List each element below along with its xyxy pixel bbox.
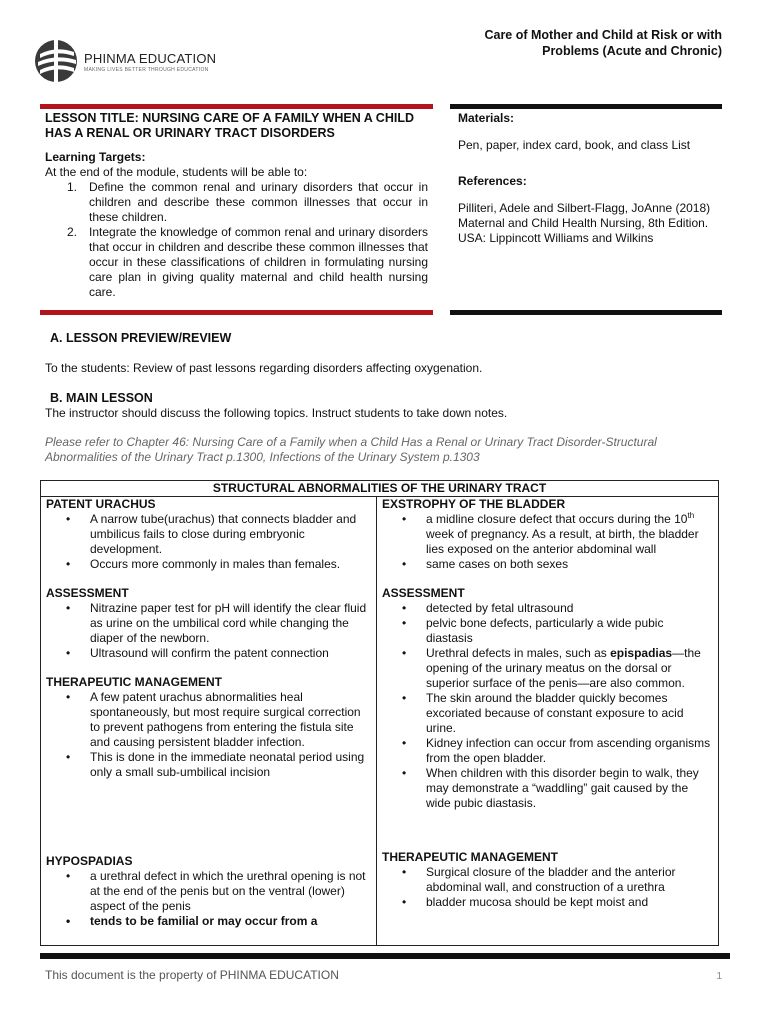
course-title-line1: Care of Mother and Child at Risk or with — [484, 28, 722, 42]
list-item: • bladder mucosa should be kept moist and — [382, 895, 718, 910]
right-bottom-rule — [450, 310, 722, 315]
list-item: • Surgical closure of the bladder and the anterior abdominal wall, and construction of a urethra — [382, 865, 718, 895]
list-item: • Urethral defects in males, such as epispadias—the opening of the urinary meatus on the dorsal or superior surface of the penis—are also common. — [382, 646, 718, 691]
right-top-rule — [450, 104, 722, 109]
learning-targets-intro: At the end of the module, students will be able to: — [45, 165, 308, 179]
chapter-reference-note: Please refer to Chapter 46: Nursing Care of a Family when a Child Has a Renal or Urinary Tract Disorder-Structural Abnormalities of the Urinary Tract p.1300, Infections of the Urinary System p.1303 — [45, 435, 657, 464]
logo-name: PHINMA EDUCATION — [84, 51, 217, 66]
section-a-text: To the students: Review of past lessons regarding disorders affecting oxygenation. — [45, 361, 483, 375]
left-top-rule — [40, 104, 433, 109]
assessment-heading: ASSESSMENT — [46, 586, 129, 600]
list-item: • a midline closure defect that occurs during the 10th week of pregnancy. As a result, at birth, the bladder lies exposed on the anterior abdominal wall — [382, 512, 718, 557]
section-b-heading: B. MAIN LESSON — [50, 391, 153, 405]
list-item: • Kidney infection can occur from ascending organisms from the open bladder. — [382, 736, 718, 766]
list-item: • The skin around the bladder quickly becomes excoriated because of constant exposure to acid urine. — [382, 691, 718, 736]
assessment-list — [46, 601, 376, 661]
therapeutic-management-heading: THERAPEUTIC MANAGEMENT — [46, 675, 222, 689]
phinma-logo — [34, 34, 244, 90]
assessment-list-right — [382, 601, 718, 811]
materials-panel — [458, 111, 728, 246]
materials-text: Pen, paper, index card, book, and class List — [458, 138, 691, 152]
lesson-info — [45, 111, 428, 300]
left-cell — [41, 497, 377, 946]
assessment-heading-right: ASSESSMENT — [382, 586, 465, 600]
structural-abnormalities-table — [40, 480, 719, 946]
page-number: 1 — [716, 971, 722, 982]
list-item: • This is done in the immediate neonatal period using only a small sub-umbilical incision — [46, 750, 376, 780]
exstrophy-list — [382, 512, 718, 572]
list-item: • same cases on both sexes — [382, 557, 718, 572]
hypospadias-heading: HYPOSPADIAS — [46, 854, 133, 868]
list-item: • A few patent urachus abnormalities heal spontaneously, but most require surgical correction to prevent pathogens from entering the fistula site and causing persistent bladder infection. — [46, 690, 376, 750]
right-cell — [377, 497, 719, 946]
patent-urachus-list — [46, 512, 376, 572]
list-item: • Occurs more commonly in males than females. — [46, 557, 376, 572]
footer-text: This document is the property of PHINMA EDUCATION — [45, 968, 339, 982]
left-bottom-rule — [40, 310, 433, 315]
learning-targets-heading: Learning Targets: — [45, 150, 146, 164]
list-item: • Ultrasound will confirm the patent connection — [46, 646, 376, 661]
exstrophy-heading: EXSTROPHY OF THE BLADDER — [382, 497, 566, 511]
section-b-text: The instructor should discuss the following topics. Instruct students to take down notes. — [45, 406, 508, 420]
list-item: • A narrow tube(urachus) that connects bladder and umbilicus fails to close during embryonic development. — [46, 512, 376, 557]
learning-target: 1. Define the common renal and urinary disorders that occur in children and describe these common illnesses that occur in these children. — [67, 180, 428, 224]
list-item: • pelvic bone defects, particularly a wide pubic diastasis — [382, 616, 718, 646]
therapeutic-management-heading-right: THERAPEUTIC MANAGEMENT — [382, 850, 558, 864]
table-title: STRUCTURAL ABNORMALITIES OF THE URINARY TRACT — [41, 481, 719, 497]
footer-rule — [40, 953, 730, 959]
learning-target: 2. Integrate the knowledge of common renal and urinary disorders that occur in children and describe these common illnesses that occur in these classifications of children in formulating nursing care plan in giving quality maternal and child health nursing care. — [67, 225, 428, 299]
list-item: • tends to be familial or may occur from a — [46, 914, 376, 929]
references-heading: References: — [458, 174, 527, 188]
therapeutic-management-list-right — [382, 865, 718, 910]
therapeutic-management-list — [46, 690, 376, 780]
list-item: • Nitrazine paper test for pH will identify the clear fluid as urine on the umbilical cord while changing the diaper of the newborn. — [46, 601, 376, 646]
logo-emblem-icon — [34, 34, 80, 88]
patent-urachus-heading: PATENT URACHUS — [46, 497, 156, 511]
list-item: • When children with this disorder begin to walk, they may demonstrate a “waddling” gait caused by the wide pubic diastasis. — [382, 766, 718, 811]
hypospadias-list — [46, 869, 376, 929]
list-item: • detected by fetal ultrasound — [382, 601, 718, 616]
logo-tagline: MAKING LIVES BETTER THROUGH EDUCATION — [84, 67, 209, 73]
references-text: Pilliteri, Adele and Silbert-Flagg, JoAnne (2018) Maternal and Child Health Nursing, 8th Edition. USA: Lippincott Williams and Wilkins — [458, 201, 711, 245]
list-item: • a urethral defect in which the urethral opening is not at the end of the penis but on the ventral (lower) aspect of the penis — [46, 869, 376, 914]
section-a-heading: A. LESSON PREVIEW/REVIEW — [50, 331, 232, 345]
course-title-line2: Problems (Acute and Chronic) — [542, 43, 722, 58]
course-title — [422, 28, 722, 59]
materials-heading: Materials: — [458, 111, 515, 125]
learning-targets-list — [45, 180, 428, 300]
lesson-title: LESSON TITLE: NURSING CARE OF A FAMILY WHEN A CHILD HAS A RENAL OR URINARY TRACT DISORDERS — [45, 111, 414, 140]
